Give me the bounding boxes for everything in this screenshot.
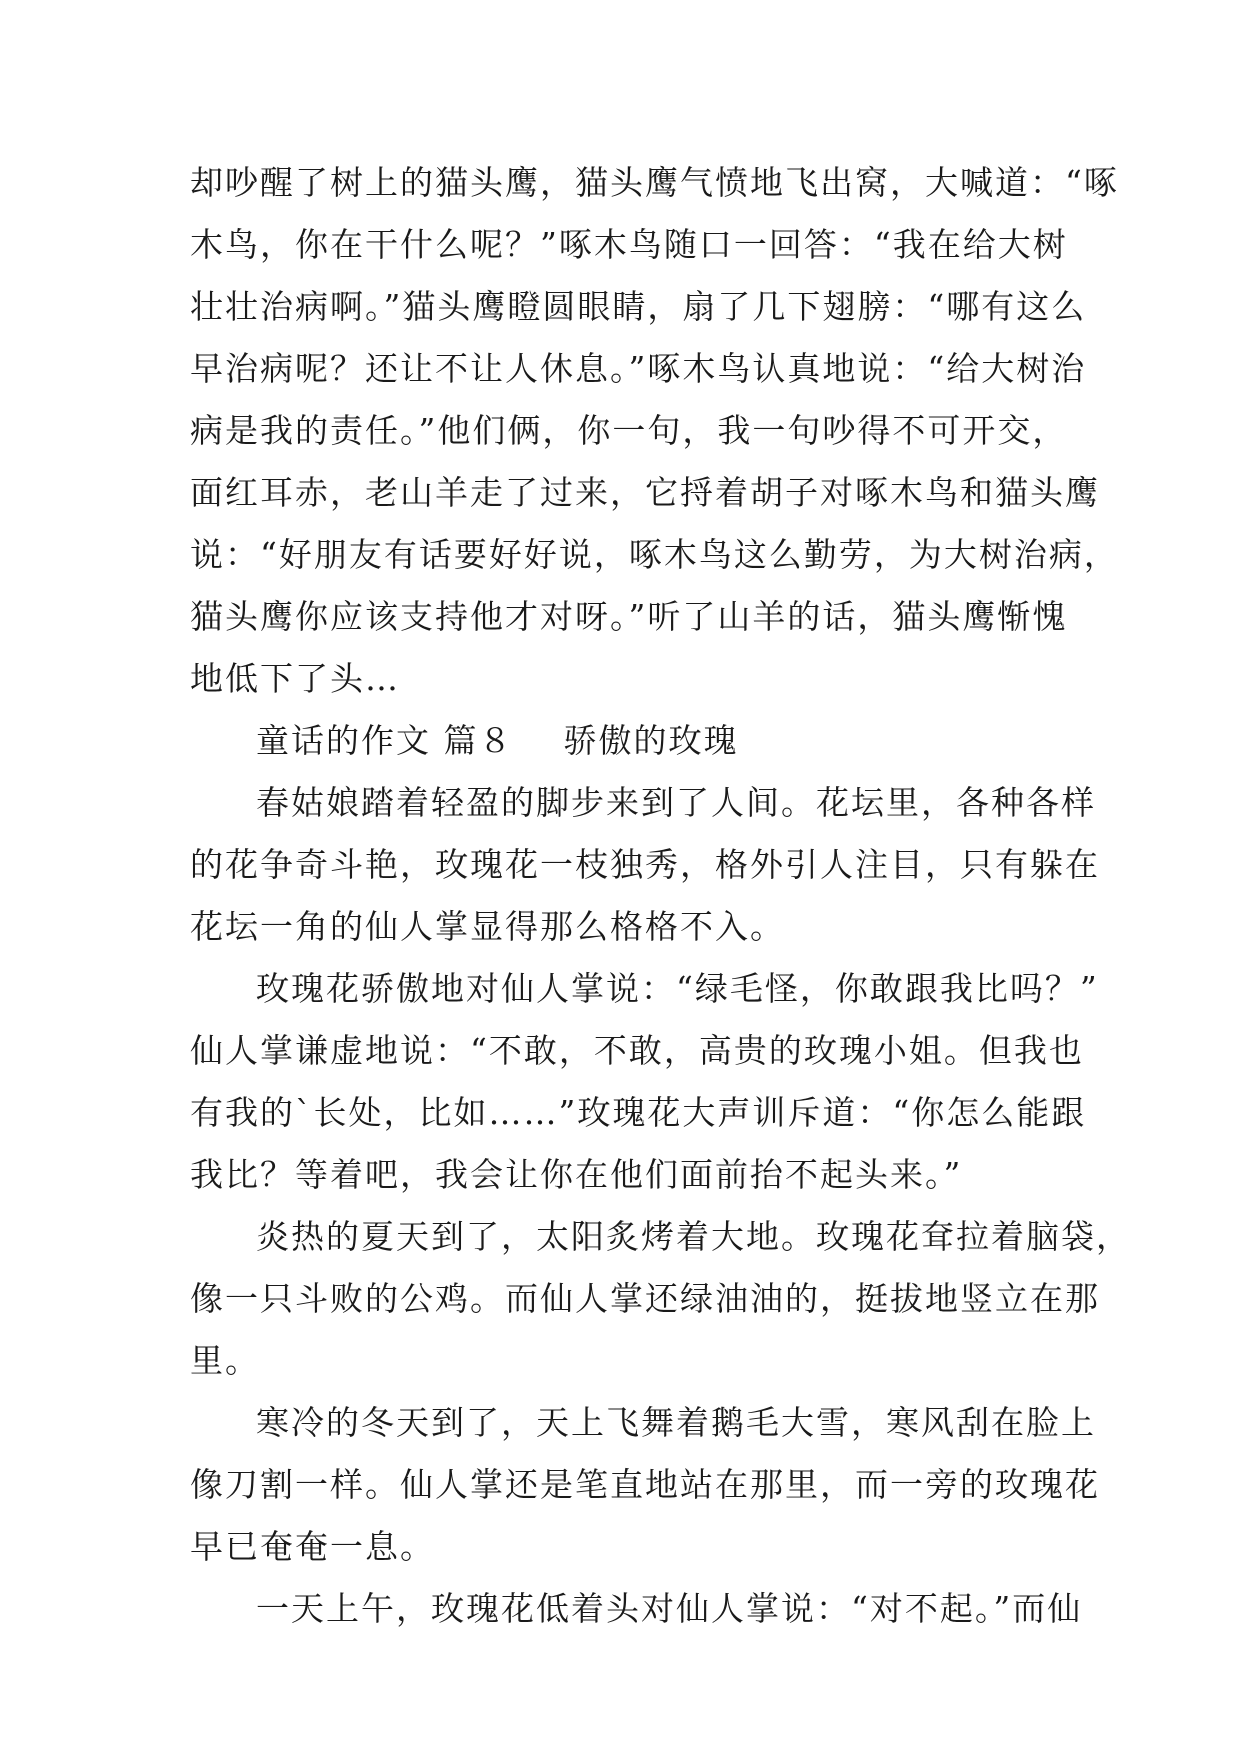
text-line: 仙人掌谦虚地说：“不敢，不敢，高贵的玫瑰小姐。但我也 (190, 1031, 1084, 1070)
text-line: 地低下了头… (190, 659, 400, 698)
text-line: 像一只斗败的公鸡。而仙人掌还绿油油的，挺拔地竖立在那 (190, 1279, 1100, 1318)
text-line: 寒冷的冬天到了，天上飞舞着鹅毛大雪，寒风刮在脸上 (256, 1403, 1096, 1442)
text-line: 有我的`长处，比如……”玫瑰花大声训斥道：“你怎么能跟 (190, 1093, 1087, 1132)
text-line: 壮壮治病啊。”猫头鹰瞪圆眼睛，扇了几下翅膀：“哪有这么 (190, 287, 1087, 326)
text-line: 早治病呢？还让不让人休息。”啄木鸟认真地说：“给大树治 (190, 349, 1087, 388)
text-line: 像刀割一样。仙人掌还是笔直地站在那里，而一旁的玫瑰花 (190, 1465, 1100, 1504)
text-line: 的花争奇斗艳，玫瑰花一枝独秀，格外引人注目，只有躲在 (190, 845, 1100, 884)
text-line: 里。 (190, 1341, 260, 1380)
text-line: 春姑娘踏着轻盈的脚步来到了人间。花坛里，各种各样 (256, 783, 1096, 822)
text-line: 花坛一角的仙人掌显得那么格格不入。 (190, 907, 785, 946)
section-title: 骄傲的玫瑰 (563, 721, 739, 760)
text-line: 木鸟，你在干什么呢？”啄木鸟随口一回答：“我在给大树 (190, 225, 1068, 264)
document-body (190, 152, 1131, 1640)
text-line: 说：“好朋友有话要好好说，啄木鸟这么勤劳，为大树治病， (190, 535, 1119, 574)
text-line: 病是我的责任。”他们俩，你一句，我一句吵得不可开交， (190, 411, 1068, 450)
text-line: 一天上午，玫瑰花低着头对仙人掌说：“对不起。”而仙 (256, 1589, 1083, 1628)
text-line: 我比？等着吧，我会让你在他们面前抬不起头来。” (190, 1155, 963, 1194)
section-heading (190, 710, 1050, 772)
text-line: 猫头鹰你应该支持他才对呀。”听了山羊的话，猫头鹰惭愧 (190, 597, 1068, 636)
section-label: 童话的作文 篇８ (256, 721, 514, 760)
text-line: 玫瑰花骄傲地对仙人掌说：“绿毛怪，你敢跟我比吗？” (256, 969, 1099, 1008)
text-line: 却吵醒了树上的猫头鹰，猫头鹰气愤地飞出窝，大喊道：“啄 (190, 163, 1119, 202)
text-line: 炎热的夏天到了，太阳炙烤着大地。玫瑰花耷拉着脑袋， (256, 1217, 1131, 1256)
text-line: 面红耳赤，老山羊走了过来，它捋着胡子对啄木鸟和猫头鹰 (190, 473, 1100, 512)
text-line: 早已奄奄一息。 (190, 1527, 435, 1566)
